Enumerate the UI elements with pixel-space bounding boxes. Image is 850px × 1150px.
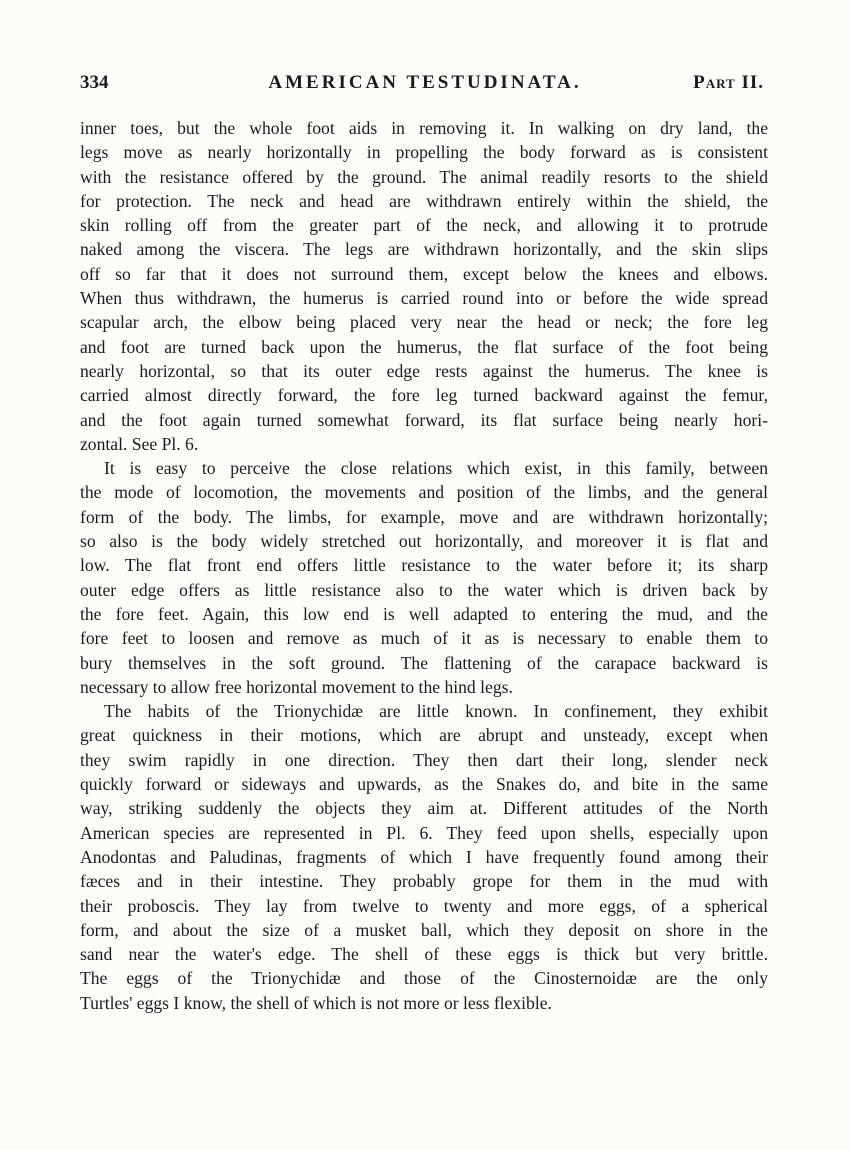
text-line: off so far that it does not surround them, except below the knees and elbows.	[80, 263, 768, 284]
text-line: zontal. See Pl. 6.	[80, 433, 199, 454]
text-line: sand near the water's edge. The shell of these eggs is thick but very brittle.	[80, 944, 768, 965]
text-line: Turtles' eggs I know, the shell of which is not more or less flexible.	[80, 992, 552, 1013]
text-line: nearly horizontal, so that its outer edge rests against the humerus. The knee is	[80, 360, 768, 381]
text-line: form of the body. The limbs, for example, move and are withdrawn horizontally;	[80, 506, 768, 527]
text-line: and the foot again turned somewhat forward, its flat surface being nearly hori-	[80, 409, 768, 430]
text-line: When thus withdrawn, the humerus is carried round into or before the wide spread	[80, 288, 768, 309]
text-line: skin rolling off from the greater part of the neck, and allowing it to protrude	[80, 215, 768, 236]
text-line: The eggs of the Trionychidæ and those of the Cinosternoidæ are the only	[80, 968, 768, 989]
text-line: scapular arch, the elbow being placed very near the head or neck; the fore leg	[80, 312, 768, 333]
text-line: quickly forward or sideways and upwards, as the Snakes do, and bite in the same	[80, 774, 768, 795]
text-line: form, and about the size of a musket ball, which they deposit on shore in the	[80, 919, 768, 940]
text-line: fæces and in their intestine. They probably grope for them in the mud with	[80, 871, 768, 892]
text-line: The habits of the Trionychidæ are little known. In confinement, they exhibit	[104, 701, 768, 722]
part-label: Part II.	[693, 72, 764, 93]
text-line: outer edge offers as little resistance also to the water which is driven back by	[80, 579, 768, 600]
text-line: carried almost directly forward, the fore leg turned backward against the femur,	[80, 385, 768, 406]
running-title: AMERICAN TESTUDINATA.	[268, 72, 582, 93]
text-line: bury themselves in the soft ground. The flattening of the carapace backward is	[80, 652, 768, 673]
text-line: American species are represented in Pl. 6. They feed upon shells, especially upon	[80, 822, 768, 843]
text-line: necessary to allow free horizontal movement to the hind legs.	[80, 676, 513, 697]
text-line: fore feet to loosen and remove as much of it as is necessary to enable them to	[80, 628, 768, 649]
text-line: It is easy to perceive the close relations which exist, in this family, between	[104, 458, 768, 479]
text-line: with the resistance offered by the ground. The animal readily resorts to the shield	[80, 166, 768, 187]
text-line: so also is the body widely stretched out horizontally, and moreover it is flat and	[80, 531, 768, 552]
paragraph-3	[80, 699, 768, 1015]
text-line: Anodontas and Paludinas, fragments of which I have frequently found among their	[80, 846, 768, 867]
text-line: way, striking suddenly the objects they aim at. Different attitudes of the North	[80, 798, 768, 819]
paragraph-2	[80, 456, 768, 699]
paragraph-1	[80, 116, 768, 456]
text-line: the fore feet. Again, this low end is well adapted to entering the mud, and the	[80, 603, 768, 624]
text-line: their proboscis. They lay from twelve to twenty and more eggs, of a spherical	[80, 895, 768, 916]
text-line: they swim rapidly in one direction. They then dart their long, slender neck	[80, 749, 768, 770]
text-line: and foot are turned back upon the humerus, the flat surface of the foot being	[80, 336, 768, 357]
text-line: naked among the viscera. The legs are withdrawn horizontally, and the skin slips	[80, 239, 768, 260]
text-line: great quickness in their motions, which are abrupt and unsteady, except when	[80, 725, 768, 746]
page-number: 334	[80, 72, 109, 93]
text-line: legs move as nearly horizontally in propelling the body forward as is consistent	[80, 142, 768, 163]
text-line: inner toes, but the whole foot aids in removing it. In walking on dry land, the	[80, 118, 768, 138]
body-text	[80, 116, 768, 1015]
text-line: the mode of locomotion, the movements and position of the limbs, and the general	[80, 482, 768, 503]
text-line: for protection. The neck and head are withdrawn entirely within the shield, the	[80, 190, 768, 211]
text-line: low. The flat front end offers little resistance to the water before it; its sharp	[80, 555, 768, 576]
running-header	[80, 70, 770, 96]
